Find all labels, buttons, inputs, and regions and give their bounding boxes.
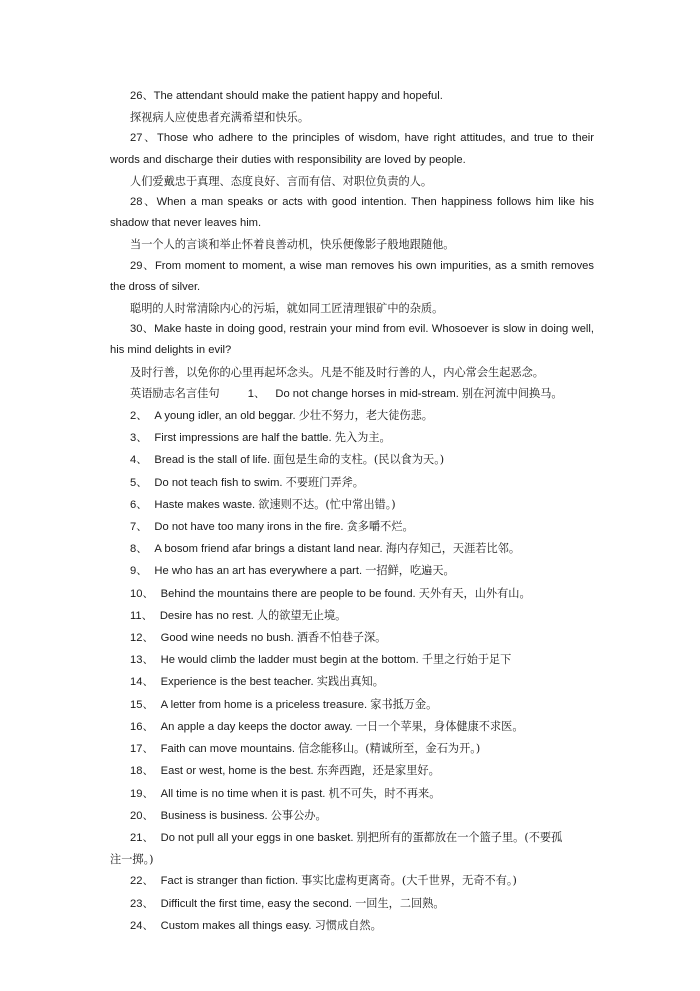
list-item: 5、 Do not teach fish to swim. 不要班门弄斧。 — [130, 475, 364, 489]
list-item-chinese: 别在河流中间换马。 — [461, 386, 563, 400]
list-item: 8、 A bosom friend afar brings a distant land near. 海内存知己，天涯若比邻。 — [130, 542, 521, 556]
list-item: 15、 A letter from home is a priceless treasure. 家书抵万金。 — [130, 697, 438, 711]
quote-28-chinese: 当一个人的言谈和举止怀着良善动机，快乐便像影子般地跟随他。 — [130, 238, 455, 252]
list-item: 9、 He who has an art has everywhere a part. 一招鲜，吃遍天。 — [130, 564, 455, 578]
quote-29-english: 29、From moment to moment, a wise man removes his own impurities, as a smith removes the dross of silver. — [110, 259, 594, 293]
list-item: 20、 Business is business. 公事公办。 — [130, 808, 327, 822]
quote-30-chinese: 及时行善，以免你的心里再起坏念头。凡是不能及时行善的人，内心常会生起恶念。 — [130, 365, 544, 379]
list-item: 16、 An apple a day keeps the doctor away. 一日一个苹果，身体健康不求医。 — [130, 719, 524, 733]
list-item-chinese-continued: 注一掷。) — [110, 853, 154, 867]
list-item: 19、 All time is no time when it is past. 机不可失，时不再来。 — [130, 786, 441, 800]
list-item: 2、 A young idler, an old beggar. 少壮不努力，老大徒伤悲。 — [130, 409, 433, 423]
list-item: 17、 Faith can move mountains. 信念能移山。(精诚所至，金石为开。) — [130, 742, 481, 756]
list-item-chinese: 别把所有的蛋都放在一个篮子里。(不要孤 — [356, 830, 563, 844]
list-item: 6、 Haste makes waste. 欲速则不达。(忙中常出错。) — [130, 497, 396, 511]
list-item: 12、 Good wine needs no bush. 酒香不怕巷子深。 — [130, 631, 387, 645]
quote-26-chinese: 探视病人应使患者充满希望和快乐。 — [130, 111, 310, 125]
document-body — [110, 86, 594, 937]
list-item: 11、 Desire has no rest. 人的欲望无止境。 — [130, 608, 347, 622]
list-item-21 — [110, 827, 594, 870]
list-item: 24、 Custom makes all things easy. 习惯成自然。 — [130, 918, 382, 932]
list-item-number: 21、 — [130, 831, 154, 844]
quote-26-english: 26、The attendant should make the patient happy and hopeful. — [130, 90, 443, 102]
quote-28-english: 28、When a man speaks or acts with good intention. Then happiness follows him like his shadow that never leaves him. — [110, 196, 594, 230]
quote-29-chinese: 聪明的人时常清除内心的污垢，就如同工匠清理银矿中的杂质。 — [130, 302, 444, 316]
list-item: 7、 Do not have too many irons in the fire. 贪多嚼不烂。 — [130, 520, 414, 534]
list-item: 3、 First impressions are half the battle. 先入为主。 — [130, 431, 391, 445]
list-item: 13、 He would climb the ladder must begin at the bottom. 千里之行始于足下 — [130, 653, 512, 667]
list-item: 18、 East or west, home is the best. 东奔西跑，还是家里好。 — [130, 764, 440, 778]
list-item-english: Do not change horses in mid-stream. — [275, 387, 459, 400]
section-heading-line — [110, 383, 594, 405]
list-item-number: 1、 — [247, 387, 266, 400]
quote-27-english: 27、Those who adhere to the principles of wisdom, have right attitudes, and true to their words and discharge their duties with responsibility are loved by people. — [110, 132, 594, 166]
list-item: 22、 Fact is stranger than fiction. 事实比虚构更离奇。(大千世界，无奇不有。) — [130, 874, 517, 888]
list-item-english: Do not pull all your eggs in one basket. — [160, 831, 354, 844]
list-item: 4、 Bread is the stall of life. 面包是生命的支柱。(民以食为天。) — [130, 453, 445, 467]
list-item: 23、 Difficult the first time, easy the second. 一回生，二回熟。 — [130, 896, 445, 910]
section-heading: 英语励志名言佳句 — [130, 386, 220, 400]
list-item: 14、 Experience is the best teacher. 实践出真知。 — [130, 675, 384, 689]
quote-30-english: 30、Make haste in doing good, restrain your mind from evil. Whosoever is slow in doing well, his mind delights in evil? — [110, 323, 594, 357]
list-item: 10、 Behind the mountains there are people to be found. 天外有天，山外有山。 — [130, 586, 531, 600]
quote-27-chinese: 人们爱戴忠于真理、态度良好、言而有信、对职位负责的人。 — [130, 174, 433, 188]
